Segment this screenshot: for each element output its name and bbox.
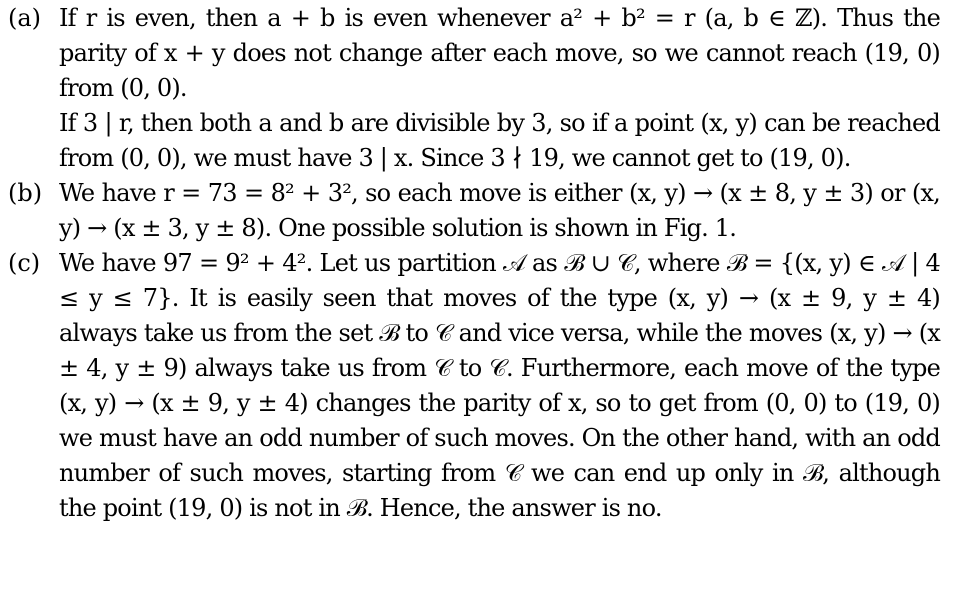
solution-item-b bbox=[8, 176, 940, 246]
item-label-c: (c) bbox=[8, 249, 41, 277]
item-body-b bbox=[59, 176, 940, 246]
paragraph: If r is even, then a + b is even whenever a² + b² = r (a, b ∈ ℤ). Thus the parity of x + y does not change after each move, so we cannot reach (19, 0) from (0, 0). bbox=[59, 4, 940, 102]
solution-item-a bbox=[8, 1, 940, 176]
item-label-b: (b) bbox=[8, 179, 43, 207]
paragraph: We have r = 73 = 8² + 3², so each move is either (x, y) → (x ± 8, y ± 3) or (x, y) → (x ± 3, y ± 8). One possible solution is shown in Fig. 1. bbox=[59, 179, 940, 242]
paragraph: If 3 | r, then both a and b are divisible by 3, so if a point (x, y) can be reached from (0, 0), we must have 3 | x. Since 3 ∤ 19, we cannot get to (19, 0). bbox=[59, 109, 940, 172]
item-body-c bbox=[59, 246, 940, 526]
item-label-a: (a) bbox=[8, 4, 42, 32]
item-body-a bbox=[59, 1, 940, 176]
solution-item-c bbox=[8, 246, 940, 526]
paragraph: We have 97 = 9² + 4². Let us partition 𝒜 as ℬ ∪ 𝒞, where ℬ = {(x, y) ∈ 𝒜 | 4 ≤ y ≤ 7}. It is easily seen that moves of the type (x, y) → (x ± 9, y ± 4) always take us from the set ℬ to 𝒞 and vice versa, while the moves (x, y) → (x ± 4, y ± 9) always take us from 𝒞 to 𝒞. Furthermore, each move of the type (x, y) → (x ± 9, y ± 4) changes the parity of x, so to get from (0, 0) to (19, 0) we must have an odd number of such moves. On the other hand, with an odd number of such moves, starting from 𝒞 we can end up only in ℬ, although the point (19, 0) is not in ℬ. Hence, the answer is no. bbox=[59, 249, 940, 522]
